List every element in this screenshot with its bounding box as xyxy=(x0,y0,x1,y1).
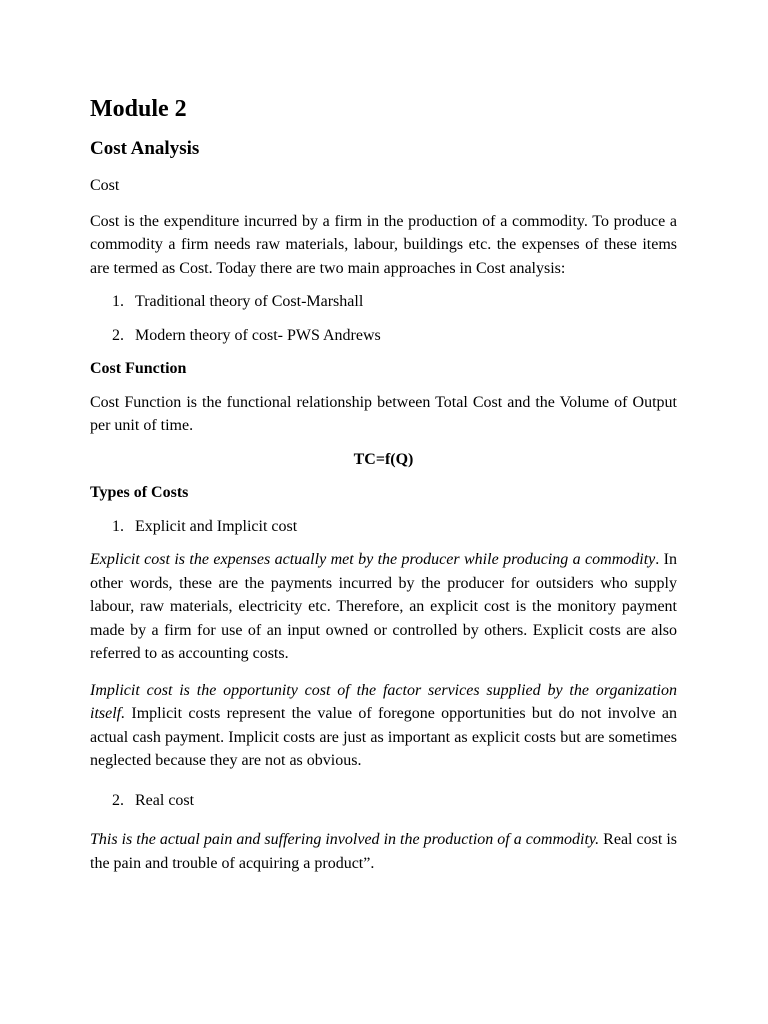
list-item-text: Explicit and Implicit cost xyxy=(135,517,298,535)
cost-paragraph: Cost is the expenditure incurred by a firm in the production of a commodity. To produce a commodity a firm needs raw materials, labour, buildings etc. the expenses of these items are termed as Cost. Today there are two main approaches in Cost analysis: xyxy=(90,212,677,277)
list-item xyxy=(90,515,677,539)
cost-function-heading: Cost Function xyxy=(90,360,187,377)
list-item xyxy=(90,789,677,813)
explicit-paragraph xyxy=(90,548,677,666)
cost-function-paragraph: Cost Function is the functional relationship between Total Cost and the Volume of Output per unit of time. xyxy=(90,393,677,434)
implicit-text: Implicit costs represent the value of foregone opportunities but do not involve an actual cash payment. Implicit costs are just as important as explicit costs but are sometimes neglected because they are not as obvious. xyxy=(90,705,677,769)
section-title: Cost Analysis xyxy=(90,138,200,159)
real-cost-text: Real cost is the pain and trouble of acquiring a product”. xyxy=(90,831,678,872)
list-item xyxy=(90,290,677,314)
module-title: Module 2 xyxy=(90,96,187,122)
real-cost-definition: This is the actual pain and suffering involved in the production of a commodity. xyxy=(90,831,600,848)
list-item-text: Traditional theory of Cost-Marshall xyxy=(135,293,364,310)
list-number: 2. xyxy=(112,326,124,344)
approaches-list xyxy=(90,290,677,347)
implicit-definition: Implicit cost is the opportunity cost of the factor services supplied by the organization itself. xyxy=(90,681,677,722)
types-heading: Types of Costs xyxy=(90,484,189,501)
list-item xyxy=(90,324,677,348)
explicit-definition: Explicit cost is the expenses actually met by the producer while producing a commodity xyxy=(90,551,656,568)
cost-label: Cost xyxy=(90,177,120,194)
types-list-2 xyxy=(90,789,677,813)
types-list-1 xyxy=(90,515,677,539)
list-number: 2. xyxy=(112,791,124,809)
list-item-text: Modern theory of cost- PWS Andrews xyxy=(135,326,381,344)
implicit-paragraph xyxy=(90,679,677,773)
document-content xyxy=(90,94,677,875)
list-number: 1. xyxy=(112,293,124,310)
list-item-text: Real cost xyxy=(135,791,195,809)
explicit-text: . In other words, these are the payments incurred by the producer for outsiders who supply labour, raw materials, electricity etc. Therefore, an explicit cost is the monitory payment made by a firm for use of an input owned or controlled by others. Explicit costs are also referred to as accounting costs. xyxy=(90,551,677,662)
real-cost-paragraph xyxy=(90,828,677,875)
formula: TC=f(Q) xyxy=(353,450,414,468)
list-number: 1. xyxy=(112,517,124,535)
